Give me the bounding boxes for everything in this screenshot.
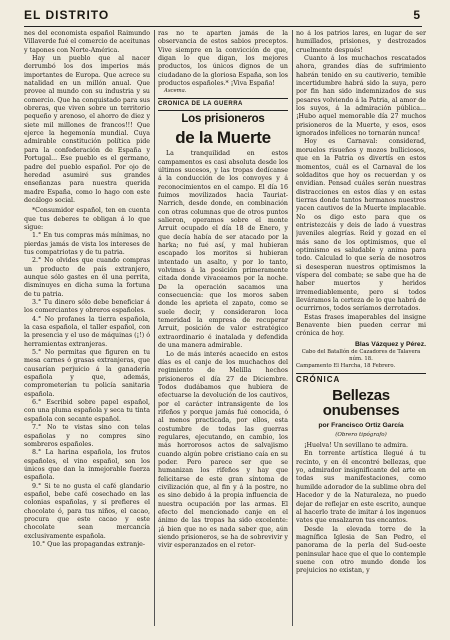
page-number: 5 — [413, 8, 420, 22]
author-rank: Cabo del Batallón de Cazadores de Talavera núm. 18. — [301, 349, 421, 363]
precept-item: 3.° Tu dinero sólo debe beneficiar á los comerciantes y obreros españoles. — [24, 299, 150, 315]
newspaper-name: EL DISTRITO — [24, 8, 110, 22]
paragraph: Cuanto á los muchachos rescatados ahora, grandes días de sufrimiento habrán tenido en su cautiverio, temible incertidumbre habrá sido la suya, pero por fin han sido indemnizados de sus pesares volviendo á la Patria, al amor de los suyos, á la admiración pública... ¡Hubo aquel memorable día 27 muchos prisioneros de la Muerte, y esos, esos ignorados infelices no tornarán nunca! — [296, 55, 426, 138]
article-signature: Ascema. — [164, 88, 187, 95]
column-right — [296, 30, 426, 626]
precept-item: 2.° No olvides que cuando compras un producto de país extranjero, aunque sólo gastes en él una perrita, disminuyes en dicha suma la fortuna de tu patria. — [24, 257, 150, 298]
byline-note: (Obrero tipógrafo) — [335, 431, 387, 438]
precept-item: 9.° Si te no gusta el café glandario español, bebe café cosechado en las colonias españolas, y si prefieres el chocolate ó, para tus niños, el cacao, procura que este cacao y este chocolate sean mercancía exclusivamente española. — [24, 482, 150, 540]
article-headline — [158, 114, 288, 147]
paragraph: no á los patrios lares, en lugar de ser humillados, prisiones, y destrozados cruelmente después! — [296, 30, 426, 54]
precept-item: 5.° No permitas que figuren en tu mesa carnes ó grasas extranjeras, que causarían perjuicio á la ganadería española y que, además, comprometerían tu policía sanitaria española. — [24, 349, 150, 398]
precept-item: 6.° Escribid sobre papel español, con una pluma española y seca tu tinta española con secante español. — [24, 399, 150, 423]
paragraph: ras no te aparten jamás de la observancia de estos sabios preceptos. Vive siempre en la convicción de que, digan lo que digan, los mejores productos, los únicos dignos de un ciudadano de la gloriosa España, son los productos españoles.* ¡Viva España! — [158, 30, 288, 88]
dateline: Campamento El Harcha, 18 Febrero. — [296, 363, 396, 370]
precept-item: 8.° La harina española, los frutos españoles, el vino español, son los únicos que dan la inmejorable fuerza española. — [24, 449, 150, 482]
page-header — [24, 6, 422, 27]
byline: por Francisco Ortiz García — [318, 422, 404, 430]
paragraph: Hoy es Carnaval: considerad, moruelos risueños y mozos bulliciosos, que en la Patria os divertís en estos momentos, cuál es el Carnaval de los soldaditos que hoy os recuerdan y os envidian. Pensad cuáles serán nuestras distracciones en estos días y en estas tierras donde tantos hermanos nuestros yacen cautivos de la Muerte implacable. No os digo esto para que os entristezcáis y deis de lado á vuestras juveniles alegrías. Reíd y gozad en el más sano de los optimismos, que el optimismo es saludable y anima para todo. Calculad lo que sería de nosotros si desesperan nuestros optimismos la víspera del combate; se sabe que ha de haber muertos y heridos irremediablemente, pero si todos lleváramos la certeza de lo que habrá de ocurrirnos, todos seríamos derrotados. — [296, 138, 426, 313]
section-heading: CRÓNICA — [296, 373, 426, 384]
column-left — [24, 30, 150, 626]
paragraph: Lo de más interés acaecido en estos días es el canje de los muchachos del regimiento de Melilla hechos prisioneros el día 27 de Diciembre. Todos dudábamos que hubiera de efectuarse la devolución de los cautivos, por el carácter intransigente de los rifeños y porque jamás fué conocida, ó al menos practicada, por ellos, esta costumbre de todas las guerras regulares, ejecutando, en cambio, los más horrorosos actos de salvajismo cuando algún pobre cristiano caía en su poder. Pero parece ser que se humanizan los rifeños y hay que felicitarse de este gran síntoma de civilización que, al fin y á la postre, no es sino debido á la propia influencia de nuestra ocupación por las armas. El efecto del mencionado canje en el ánimo de las tropas ha sido excelente: ¡á bien que no es nada saber que, aún siendo prisioneros, se ha de sobrevivir y vivir esperanzados en el retor- — [158, 350, 288, 550]
paragraph: Hay un pueblo que al nacer derrumbó los dos imperios más importantes de Europa. Que acrece su natalidad en un millón anual. Que provee al mundo con su industria y su comercio. Que ha conquistado para sus obreras, que viven sobre un territorio pequeño y arenoso, el ahorro de diez y siete mil millones de francos!!! Que ejerce la hegemonía mundial. Cuya admirable constitución política pide para la confederación de España y Portugal... Ese pueblo es el germano, padre del pueblo español. Por ojo de heredad asumiré sus grandes enseñanzas para nuestra querida madre España, como lo hago con este decálogo social. — [24, 55, 150, 204]
headline: Bellezas onubenses — [322, 387, 400, 420]
section-heading: CRONICA DE LA GUERRA — [158, 98, 288, 110]
author-name: Blas Vázquez y Pérez. — [354, 340, 426, 348]
column-divider — [154, 30, 155, 626]
precept-item: 4.° No profanes la tierra española, la casa española, el taller español, con la presencia y el uso de máquinas (¡!) ó herramientas extranjeras. — [24, 315, 150, 348]
column-middle — [158, 30, 288, 626]
precept-item: 7.° No te vistas sino con telas españolas y no compres sino sombreros españoles. — [24, 424, 150, 448]
paragraph: Desde la elevada torre de la magnífica Iglesia de San Pedro, el panorama de la perla del Sud-oeste peninsular hace que el que lo contemple suene con otro mundo donde los prejuicios no existan, y — [296, 525, 426, 575]
headline-line-1: Los prisioneros — [181, 112, 265, 125]
precept-item: 1.° En tus compras más mínimas, no pierdas jamás de vista los intereses de tus compatriotas y de tu patria. — [24, 232, 150, 256]
paragraph: Estas frases imaperables del insigne Benavente bien pueden cerrar mi crónica de hoy. — [296, 313, 426, 338]
paragraph: nes del economista español Raimundo Villaverde fué el comercio de aceitunas y tapones con Norte-América. — [24, 30, 150, 54]
paragraph: La tranquilidad en estos campamentos es casi absoluta desde los últimos sucesos, y las tropas dedícanse á la conducción de los convoyes y á reconocimientos en el campo. El día 16 fuimos movilizados hacia Tauriat-Narrich, desde donde, en combinación con otras columnas que de otros puntos salieron, operamos sobre el monte Arruit ocupado el día 18 de Enero, y que decía había de ser atacado por la harka; no fué así, y mal hubieran escapado los moritos si hubieran intentado un asalto, y por lo tanto, volvimos á la posición primeramente citada donde vivaceamos por la noche. De la operación sacamos una consecuencia: que los moros saben donde les aprieta el zapato, como se suele decir, y consideraron loca temeridad la empresa de recuperar Arruit, posición de valor estratégico extraordinario é inatalada y defendida de una manera admirable. — [158, 150, 288, 350]
headline-line-2: de la Muerte — [175, 128, 271, 148]
precept-item: 10.° Que las propagandas extranje- — [32, 540, 146, 548]
paragraph: En torrente artística llegué á tu recinto, y en él encontré bellezas, que yo, admirador insignificante del arte en todas sus manifestaciones, como humilde adorador de la sublime obra del Hacedor y de la Naturaleza, no puedo dejar de reflejar en este escrito, aunque al hacerlo trate de imitar á los ingenuos vates que ensalzaron tus encantos. — [296, 450, 426, 525]
column-divider — [292, 30, 293, 626]
paragraph: *Consumidor español, ten en cuenta que tus deberes te obligan á lo que sigue: — [24, 207, 150, 231]
article-headline — [296, 388, 426, 418]
paragraph: ¡Huelva! Un sevillano te admira. — [304, 442, 408, 450]
